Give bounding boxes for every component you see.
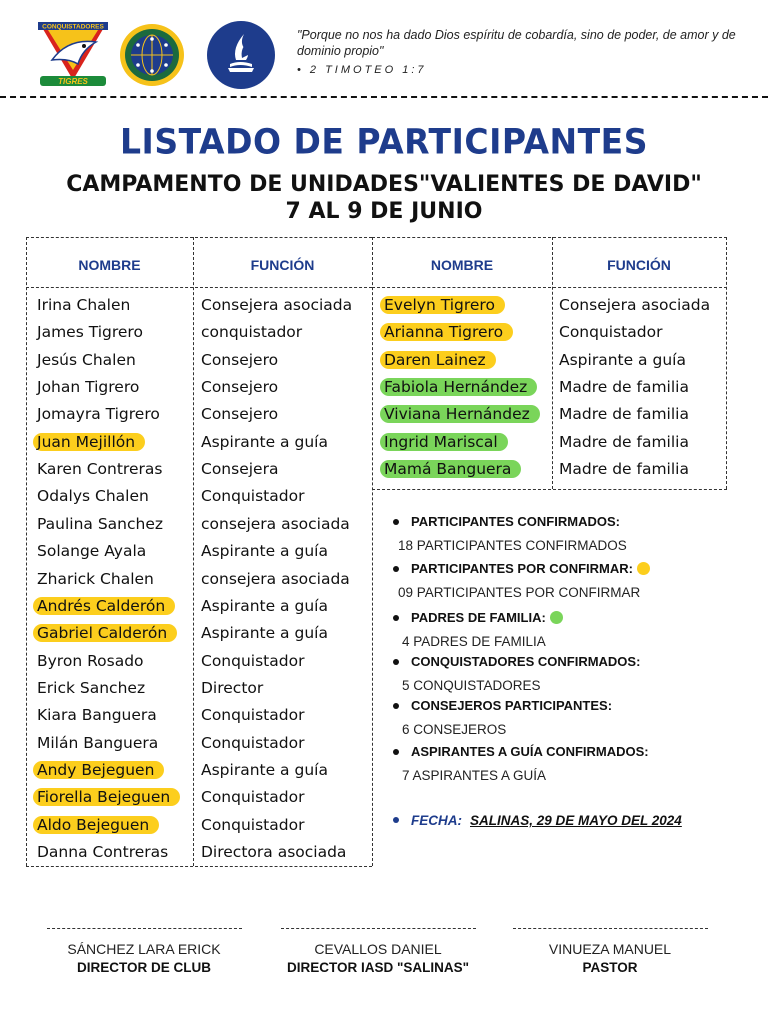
participant-name (37, 621, 177, 645)
summary-value: 6 CONSEJEROS (402, 722, 507, 737)
participant-role: Conquistador (201, 788, 305, 807)
table-left-outer-right (372, 237, 373, 866)
logo-text-club: TIGRES (58, 77, 88, 86)
participant-name (37, 840, 168, 864)
participant-role: Madre de familia (559, 405, 689, 424)
participant-name (37, 785, 180, 809)
participant-name (37, 813, 159, 837)
quote-reference: • 2 TIMOTEO 1:7 (297, 64, 427, 76)
highlighted-name: Daren Lainez (380, 351, 496, 369)
highlighted-name: Viviana Hernández (380, 405, 540, 423)
participant-role: Conquistador (201, 487, 305, 506)
participant-role: Consejero (201, 405, 279, 424)
table-left-header-name: NOMBRE (78, 257, 141, 273)
participant-role: Directora asociada (201, 843, 347, 861)
bullet-icon (393, 703, 399, 709)
highlighted-name: Aldo Bejeguen (33, 816, 159, 834)
participant-role: Aspirante a guía (559, 350, 686, 369)
summary-label (393, 744, 649, 759)
bullet-icon (393, 749, 399, 755)
summary-label (393, 561, 650, 576)
signature-line (47, 928, 242, 929)
bullet-icon (393, 659, 399, 665)
participant-name (37, 512, 163, 536)
summary-label (393, 610, 563, 625)
name-text: James Tigrero (37, 323, 143, 342)
event-dates: 7 AL 9 DE JUNIO (285, 199, 483, 224)
participant-role: Madre de familia (559, 432, 689, 451)
participant-role: consejera asociada (201, 514, 350, 533)
table-left-top-border (26, 237, 372, 238)
summary-label (393, 654, 640, 669)
bullet-icon (393, 615, 399, 621)
participant-name (37, 649, 144, 673)
highlighted-name: Gabriel Calderón (33, 624, 177, 642)
signature-role: DIRECTOR DE CLUB (76, 960, 211, 975)
summary-value: 5 CONQUISTADORES (402, 678, 541, 693)
participant-name (384, 375, 537, 399)
participant-role: Aspirante a guía (201, 760, 328, 779)
participant-role: Consejero (201, 350, 279, 369)
conquistadores-logo (38, 20, 108, 88)
header-divider (0, 96, 768, 98)
summary-value: 09 PARTICIPANTES POR CONFIRMAR (398, 585, 641, 600)
yellow-dot-icon (637, 562, 650, 575)
bullet-icon (393, 566, 399, 572)
table-right-divider (552, 237, 553, 489)
table-left-header-role: FUNCIÓN (250, 257, 315, 273)
participant-role: consejera asociada (201, 569, 350, 588)
table-right-top-border (372, 237, 727, 238)
table-right-header-border (372, 287, 727, 288)
name-text: Irina Chalen (37, 296, 131, 314)
participant-name (37, 539, 146, 563)
highlighted-name: Arianna Tigrero (380, 323, 513, 341)
signature-name: CEVALLOS DANIEL (314, 941, 442, 957)
participant-role: Aspirante a guía (201, 596, 328, 615)
participant-name (37, 457, 162, 481)
participant-name (384, 320, 513, 344)
table-left-divider (193, 237, 194, 866)
date-line (393, 813, 682, 828)
participant-role: Conquistador (201, 706, 305, 725)
name-text: Byron Rosado (37, 651, 144, 670)
signature-role: PASTOR (582, 960, 638, 975)
summary-label-text: CONSEJEROS PARTICIPANTES: (411, 698, 613, 713)
signature-pastor (510, 928, 710, 975)
highlighted-name: Andrés Calderón (33, 597, 175, 615)
highlighted-name: Fiorella Bejeguen (33, 788, 180, 806)
date-label: FECHA: (411, 813, 462, 828)
name-text: Johan Tigrero (37, 378, 140, 397)
signature-role: DIRECTOR IASD "SALINAS" (286, 960, 470, 975)
summary-value: 18 PARTICIPANTES CONFIRMADOS (398, 538, 627, 553)
participant-role: conquistador (201, 323, 303, 342)
participant-role: Madre de familia (559, 378, 689, 397)
highlighted-name: Evelyn Tigrero (380, 296, 505, 314)
participant-name (384, 457, 521, 481)
signature-church-director (278, 928, 478, 975)
table-right-header-role: FUNCIÓN (607, 257, 671, 273)
signature-name: VINUEZA MANUEL (548, 941, 672, 957)
table-right-bottom-border (372, 489, 727, 490)
bullet-icon (393, 519, 399, 525)
participant-name (384, 402, 540, 426)
participant-name (37, 594, 175, 618)
participant-name (37, 348, 136, 372)
participant-role: Aspirante a guía (201, 542, 328, 561)
participant-name (384, 430, 508, 454)
participant-name (37, 484, 149, 508)
page-title: LISTADO DE PARTICIPANTES (120, 121, 648, 162)
summary-label (393, 698, 612, 713)
name-text: Kiara Banguera (37, 706, 157, 725)
participant-role: Consejero (201, 378, 279, 397)
participant-name (37, 758, 164, 782)
summary-value: 4 PADRES DE FAMILIA (402, 634, 546, 649)
date-value: SALINAS, 29 DE MAYO DEL 2024 (470, 813, 682, 828)
highlighted-name: Mamá Banguera (380, 460, 521, 478)
table-left-outer-left (26, 237, 27, 866)
participant-role: Consejera asociada (559, 296, 711, 314)
summary-label-text: ASPIRANTES A GUÍA CONFIRMADOS: (411, 744, 649, 759)
green-dot-icon (550, 611, 563, 624)
header-quote: "Porque no nos ha dado Dios espíritu de cobardía, sino de poder, de amor y de dominio propio" (297, 28, 736, 58)
name-text: Solange Ayala (37, 542, 147, 561)
name-text: Erick Sanchez (37, 678, 146, 697)
highlighted-name: Andy Bejeguen (33, 761, 164, 779)
logo-text-conquistadores: CONQUISTADORES (42, 23, 104, 31)
event-title: CAMPAMENTO DE UNIDADES"VALIENTES DE DAVID" (66, 172, 702, 197)
name-text: Danna Contreras (37, 843, 169, 861)
participant-role: Consejera asociada (201, 296, 353, 314)
participant-name (37, 731, 158, 755)
adventist-logo (206, 20, 276, 90)
bullet-icon (393, 817, 399, 823)
participant-role: Conquistador (201, 651, 305, 670)
table-right-outer-right (726, 237, 727, 489)
participant-role: Consejera (201, 460, 279, 479)
name-text: Milán Banguera (37, 733, 159, 752)
participant-name (37, 676, 145, 700)
participant-role: Aspirante a guía (201, 432, 328, 451)
signature-club-director (44, 928, 244, 975)
participant-name (37, 293, 130, 317)
participant-name (37, 402, 160, 426)
participant-name (37, 320, 143, 344)
table-left-bottom-border (26, 866, 372, 867)
division-logo (118, 22, 186, 88)
name-text: Odalys Chalen (37, 487, 149, 506)
participant-role: Conquistador (559, 323, 663, 342)
participant-name (37, 567, 154, 591)
participant-role: Conquistador (201, 733, 305, 752)
participant-name (384, 293, 505, 317)
table-right-header-name: NOMBRE (430, 257, 494, 273)
participant-role: Director (201, 678, 264, 697)
summary-label-text: CONQUISTADORES CONFIRMADOS: (411, 654, 641, 669)
participant-name (37, 703, 157, 727)
highlighted-name: Juan Mejillón (33, 433, 145, 451)
signature-line (281, 928, 476, 929)
participant-name (37, 430, 145, 454)
highlighted-name: Fabiola Hernández (380, 378, 537, 396)
participant-name (384, 348, 496, 372)
summary-label (393, 514, 620, 529)
signature-line (513, 928, 708, 929)
summary-value: 7 ASPIRANTES A GUÍA (402, 768, 547, 783)
participant-role: Conquistador (201, 815, 305, 834)
name-text: Jesús Chalen (37, 350, 136, 369)
summary-label-text: PARTICIPANTES CONFIRMADOS: (411, 514, 620, 529)
table-left-header-border (26, 287, 372, 288)
participant-name (37, 375, 139, 399)
signature-name: SÁNCHEZ LARA ERICK (67, 941, 221, 957)
highlighted-name: Ingrid Mariscal (380, 433, 508, 451)
participant-role: Aspirante a guía (201, 624, 328, 643)
name-text: Karen Contreras (37, 460, 163, 479)
name-text: Paulina Sanchez (37, 514, 164, 533)
name-text: Jomayra Tigrero (37, 405, 160, 424)
summary-label-text: PARTICIPANTES POR CONFIRMAR: (411, 561, 633, 576)
name-text: Zharick Chalen (37, 569, 154, 588)
logo-group (38, 20, 278, 90)
participant-role: Madre de familia (559, 460, 689, 479)
summary-label-text: PADRES DE FAMILIA: (411, 610, 546, 625)
